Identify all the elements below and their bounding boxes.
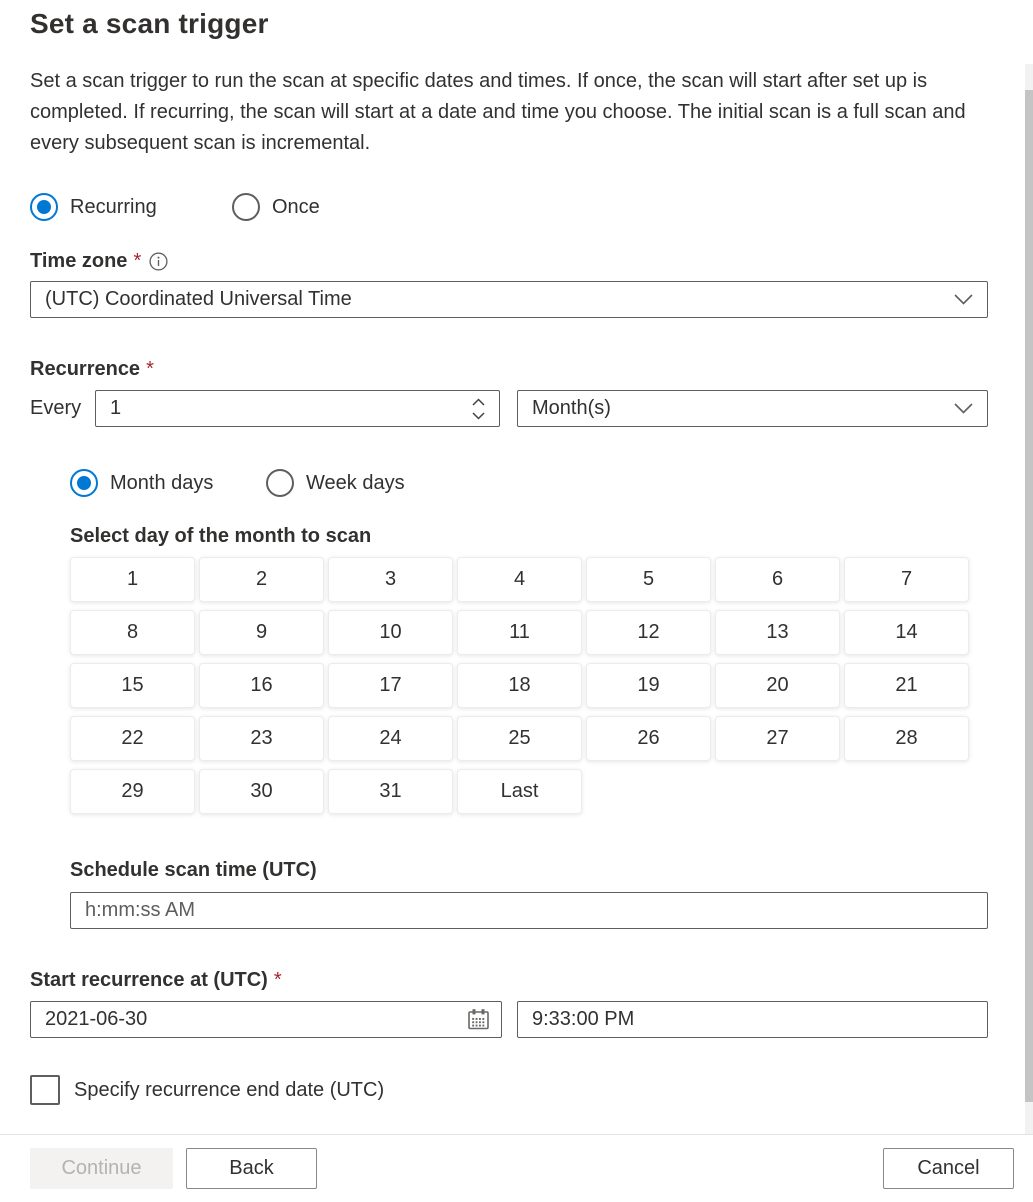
radio-week-days-label: Week days	[306, 471, 405, 494]
day-grid	[70, 557, 988, 814]
day-button[interactable]: 25	[457, 716, 582, 761]
day-button[interactable]: 4	[457, 557, 582, 602]
select-day-label: Select day of the month to scan	[70, 525, 372, 547]
trigger-type-radio-group	[30, 193, 988, 221]
time-zone-selected-value: (UTC) Coordinated Universal Time	[45, 288, 352, 310]
day-button[interactable]: 9	[199, 610, 324, 655]
day-button[interactable]: 20	[715, 663, 840, 708]
scrollbar-track[interactable]	[1025, 64, 1033, 1134]
footer	[0, 1135, 1033, 1202]
schedule-time-field	[70, 892, 988, 929]
radio-selected-icon	[30, 193, 58, 221]
page-title: Set a scan trigger	[30, 8, 269, 39]
radio-recurring-label: Recurring	[70, 195, 157, 218]
schedule-scan-time-label: Schedule scan time (UTC)	[70, 859, 317, 881]
day-button[interactable]: 3	[328, 557, 453, 602]
day-button[interactable]: 18	[457, 663, 582, 708]
time-zone-label	[30, 250, 988, 273]
day-button[interactable]: 24	[328, 716, 453, 761]
cancel-button[interactable]: Cancel	[883, 1148, 1014, 1189]
start-time-input[interactable]	[532, 1002, 973, 1037]
required-asterisk: *	[273, 969, 282, 991]
recurrence-end-checkbox[interactable]	[30, 1075, 60, 1105]
required-asterisk: *	[146, 358, 154, 380]
day-button[interactable]: 12	[586, 610, 711, 655]
day-button[interactable]: 21	[844, 663, 969, 708]
radio-week-days[interactable]	[266, 469, 405, 497]
day-button[interactable]: 23	[199, 716, 324, 761]
radio-once-label: Once	[272, 195, 320, 218]
start-recurrence-label	[30, 969, 988, 992]
recurrence-interval-row	[30, 390, 988, 427]
day-button[interactable]: 7	[844, 557, 969, 602]
radio-recurring[interactable]	[30, 193, 232, 221]
recurrence-end-row	[30, 1075, 988, 1105]
radio-month-days[interactable]	[70, 469, 266, 497]
day-button[interactable]: 2	[199, 557, 324, 602]
day-button[interactable]: 28	[844, 716, 969, 761]
continue-button[interactable]: Continue	[30, 1148, 173, 1189]
day-button[interactable]: 1	[70, 557, 195, 602]
day-button[interactable]: 13	[715, 610, 840, 655]
day-button[interactable]: 15	[70, 663, 195, 708]
recurrence-label	[30, 358, 988, 381]
recurrence-label-text: Recurrence	[30, 358, 141, 380]
start-recurrence-row	[30, 1001, 988, 1038]
day-button[interactable]: 27	[715, 716, 840, 761]
interval-input[interactable]	[110, 391, 459, 426]
recurrence-end-label: Specify recurrence end date (UTC)	[74, 1078, 385, 1101]
day-button[interactable]: 8	[70, 610, 195, 655]
radio-unselected-icon	[266, 469, 294, 497]
chevron-down-icon	[954, 403, 973, 414]
radio-selected-icon	[70, 469, 98, 497]
day-button[interactable]: 26	[586, 716, 711, 761]
start-date-input[interactable]	[45, 1002, 457, 1037]
calendar-icon[interactable]	[466, 1002, 491, 1037]
every-label: Every	[30, 397, 82, 419]
radio-month-days-label: Month days	[110, 471, 214, 494]
start-time-field	[517, 1001, 988, 1038]
day-button[interactable]: 31	[328, 769, 453, 814]
radio-unselected-icon	[232, 193, 260, 221]
start-recurrence-label-text: Start recurrence at (UTC)	[30, 969, 268, 991]
dialog-description: Set a scan trigger to run the scan at specific dates and times. If once, the scan will start after set up is completed. If recurring, the scan will start at a date and time you choose. The initial scan is a full scan and every subsequent scan is incremental.	[30, 70, 966, 154]
day-button[interactable]: 17	[328, 663, 453, 708]
month-day-section	[70, 469, 988, 929]
time-zone-select[interactable]	[30, 281, 988, 318]
day-button[interactable]: 19	[586, 663, 711, 708]
interval-unit-select[interactable]	[517, 390, 988, 427]
info-icon[interactable]	[149, 252, 168, 271]
day-button[interactable]: 16	[199, 663, 324, 708]
day-button[interactable]: 11	[457, 610, 582, 655]
day-button[interactable]: 6	[715, 557, 840, 602]
interval-spinner	[95, 390, 500, 427]
day-button[interactable]: 30	[199, 769, 324, 814]
start-date-field	[30, 1001, 502, 1038]
time-zone-label-text: Time zone	[30, 250, 128, 272]
interval-unit-value: Month(s)	[532, 397, 611, 419]
day-button[interactable]: Last	[457, 769, 582, 814]
day-button[interactable]: 5	[586, 557, 711, 602]
scrollbar-thumb[interactable]	[1025, 90, 1033, 1102]
chevron-up-icon[interactable]	[468, 397, 489, 407]
spinner-buttons	[468, 394, 489, 423]
day-button[interactable]: 10	[328, 610, 453, 655]
day-button[interactable]: 14	[844, 610, 969, 655]
radio-once[interactable]	[232, 193, 320, 221]
chevron-down-icon	[954, 294, 973, 305]
required-asterisk: *	[133, 250, 142, 272]
day-mode-radio-group	[70, 469, 988, 497]
schedule-time-input[interactable]	[85, 893, 973, 928]
back-button[interactable]: Back	[186, 1148, 317, 1189]
day-button[interactable]: 29	[70, 769, 195, 814]
day-button[interactable]: 22	[70, 716, 195, 761]
chevron-down-icon[interactable]	[468, 411, 489, 421]
